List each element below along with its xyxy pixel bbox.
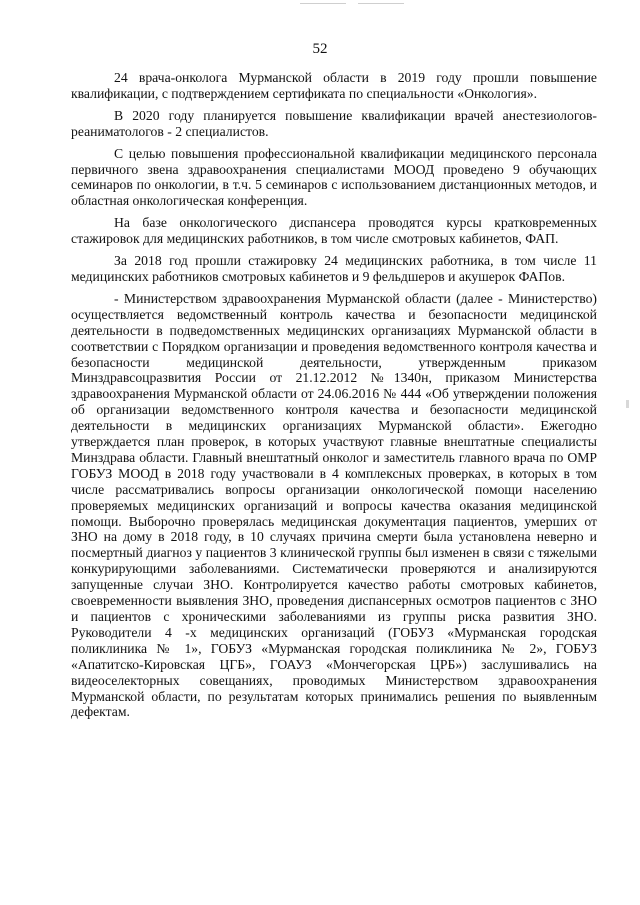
scan-edge-mark-right [358, 3, 404, 4]
paragraph-internship-2018: За 2018 год прошли стажировку 24 медицинских работника, в том числе 11 медицинских работников смотровых кабинетов и 9 фельдшеров и акушерок ФАПов. [71, 253, 597, 284]
page-number: 52 [312, 41, 328, 57]
scan-side-mark [626, 400, 629, 408]
paragraph-seminars: С целью повышения профессиональной квалификации медицинского персонала первичного звена здравоохранения специалистами МООД проведено 9 обучающих семинаров по онкологии, в т.ч. 5 семинаров с использованием дистанционных методов, и областная онкологическая конференция. [71, 145, 597, 209]
paragraph-anesthesiologists-plan: В 2020 году планируется повышение квалификации врачей анестезиологов-реаниматологов - 2 специалистов. [71, 107, 597, 139]
paragraph-oncologists-training: 24 врача-онколога Мурманской области в 2019 году прошли повышение квалификации, с подтверждением сертификата по специальности «Онкология». [71, 70, 597, 101]
paragraph-quality-control: - Министерством здравоохранения Мурманской области (далее - Министерство) осуществляется ведомственный контроль качества и безопасности медицинской деятельности в подведомственных медицинских организациях Мурманской области в соответствии с Порядком организации и проведения ведомственного контроля качества и безопасности медицинской деятельности, утвержденным приказом Минздравсоцразвития России от 21.12.2012 №1340н, приказом Министерства здравоохранения Мурманской области от 24.06.2016 № 444 «Об утверждении положения об организации ведомственного контроля качества и безопасности медицинской деятельности в медицинских организациях Мурманской области». Ежегодно утверждается план проверок, в которых участвуют главные внештатные специалисты Минздрава области. Главный внештатный онколог и заместитель главного врача по ОМР ГОБУЗ МООД в 2018 году участвовали в 4 комплексных проверках, в которых в том числе рассматривались вопросы организации онкологической помощи населению проверяемых медицинских организаций и вопросы качества оказания медицинской помощи. Выборочно проверялась медицинская документация пациентов, умерших от ЗНО на дому в 2018 году, в 10 случаях причина смерти была установлена неверно и посмертный диагноз у пациентов 3 клинической группы был изменен в связи с тяжелыми конкурирующими заболеваниями. Систематически проверяются и анализируются запущенные случаи ЗНО. Контролируется качество работы смотровых кабинетов, своевременности выявления ЗНО, проведения диспансерных осмотров пациентов с ЗНО и пациентов с хроническими заболеваниями из группы риска развития ЗНО. Руководители 4 -х медицинских организаций (ГОБУЗ «Мурманская городская поликлиника № 1», ГОБУЗ «Мурманская городская поликлиника № 2», ГОБУЗ «Апатитско-Кировская ЦГБ», ГОАУЗ «Мончегорская ЦРБ») заслушивались на видеоселекторных совещаниях, проводимых Министерством здравоохранения Мурманской области, по результатам которых принимались решения по выявленным дефектам. [71, 290, 597, 720]
document-body [71, 70, 597, 720]
scan-edge-mark-left [300, 3, 346, 4]
paragraph-internship-courses: На базе онкологического диспансера проводятся курсы кратковременных стажировок для медицинских работников, в том числе смотровых кабинетов, ФАП. [71, 215, 597, 247]
